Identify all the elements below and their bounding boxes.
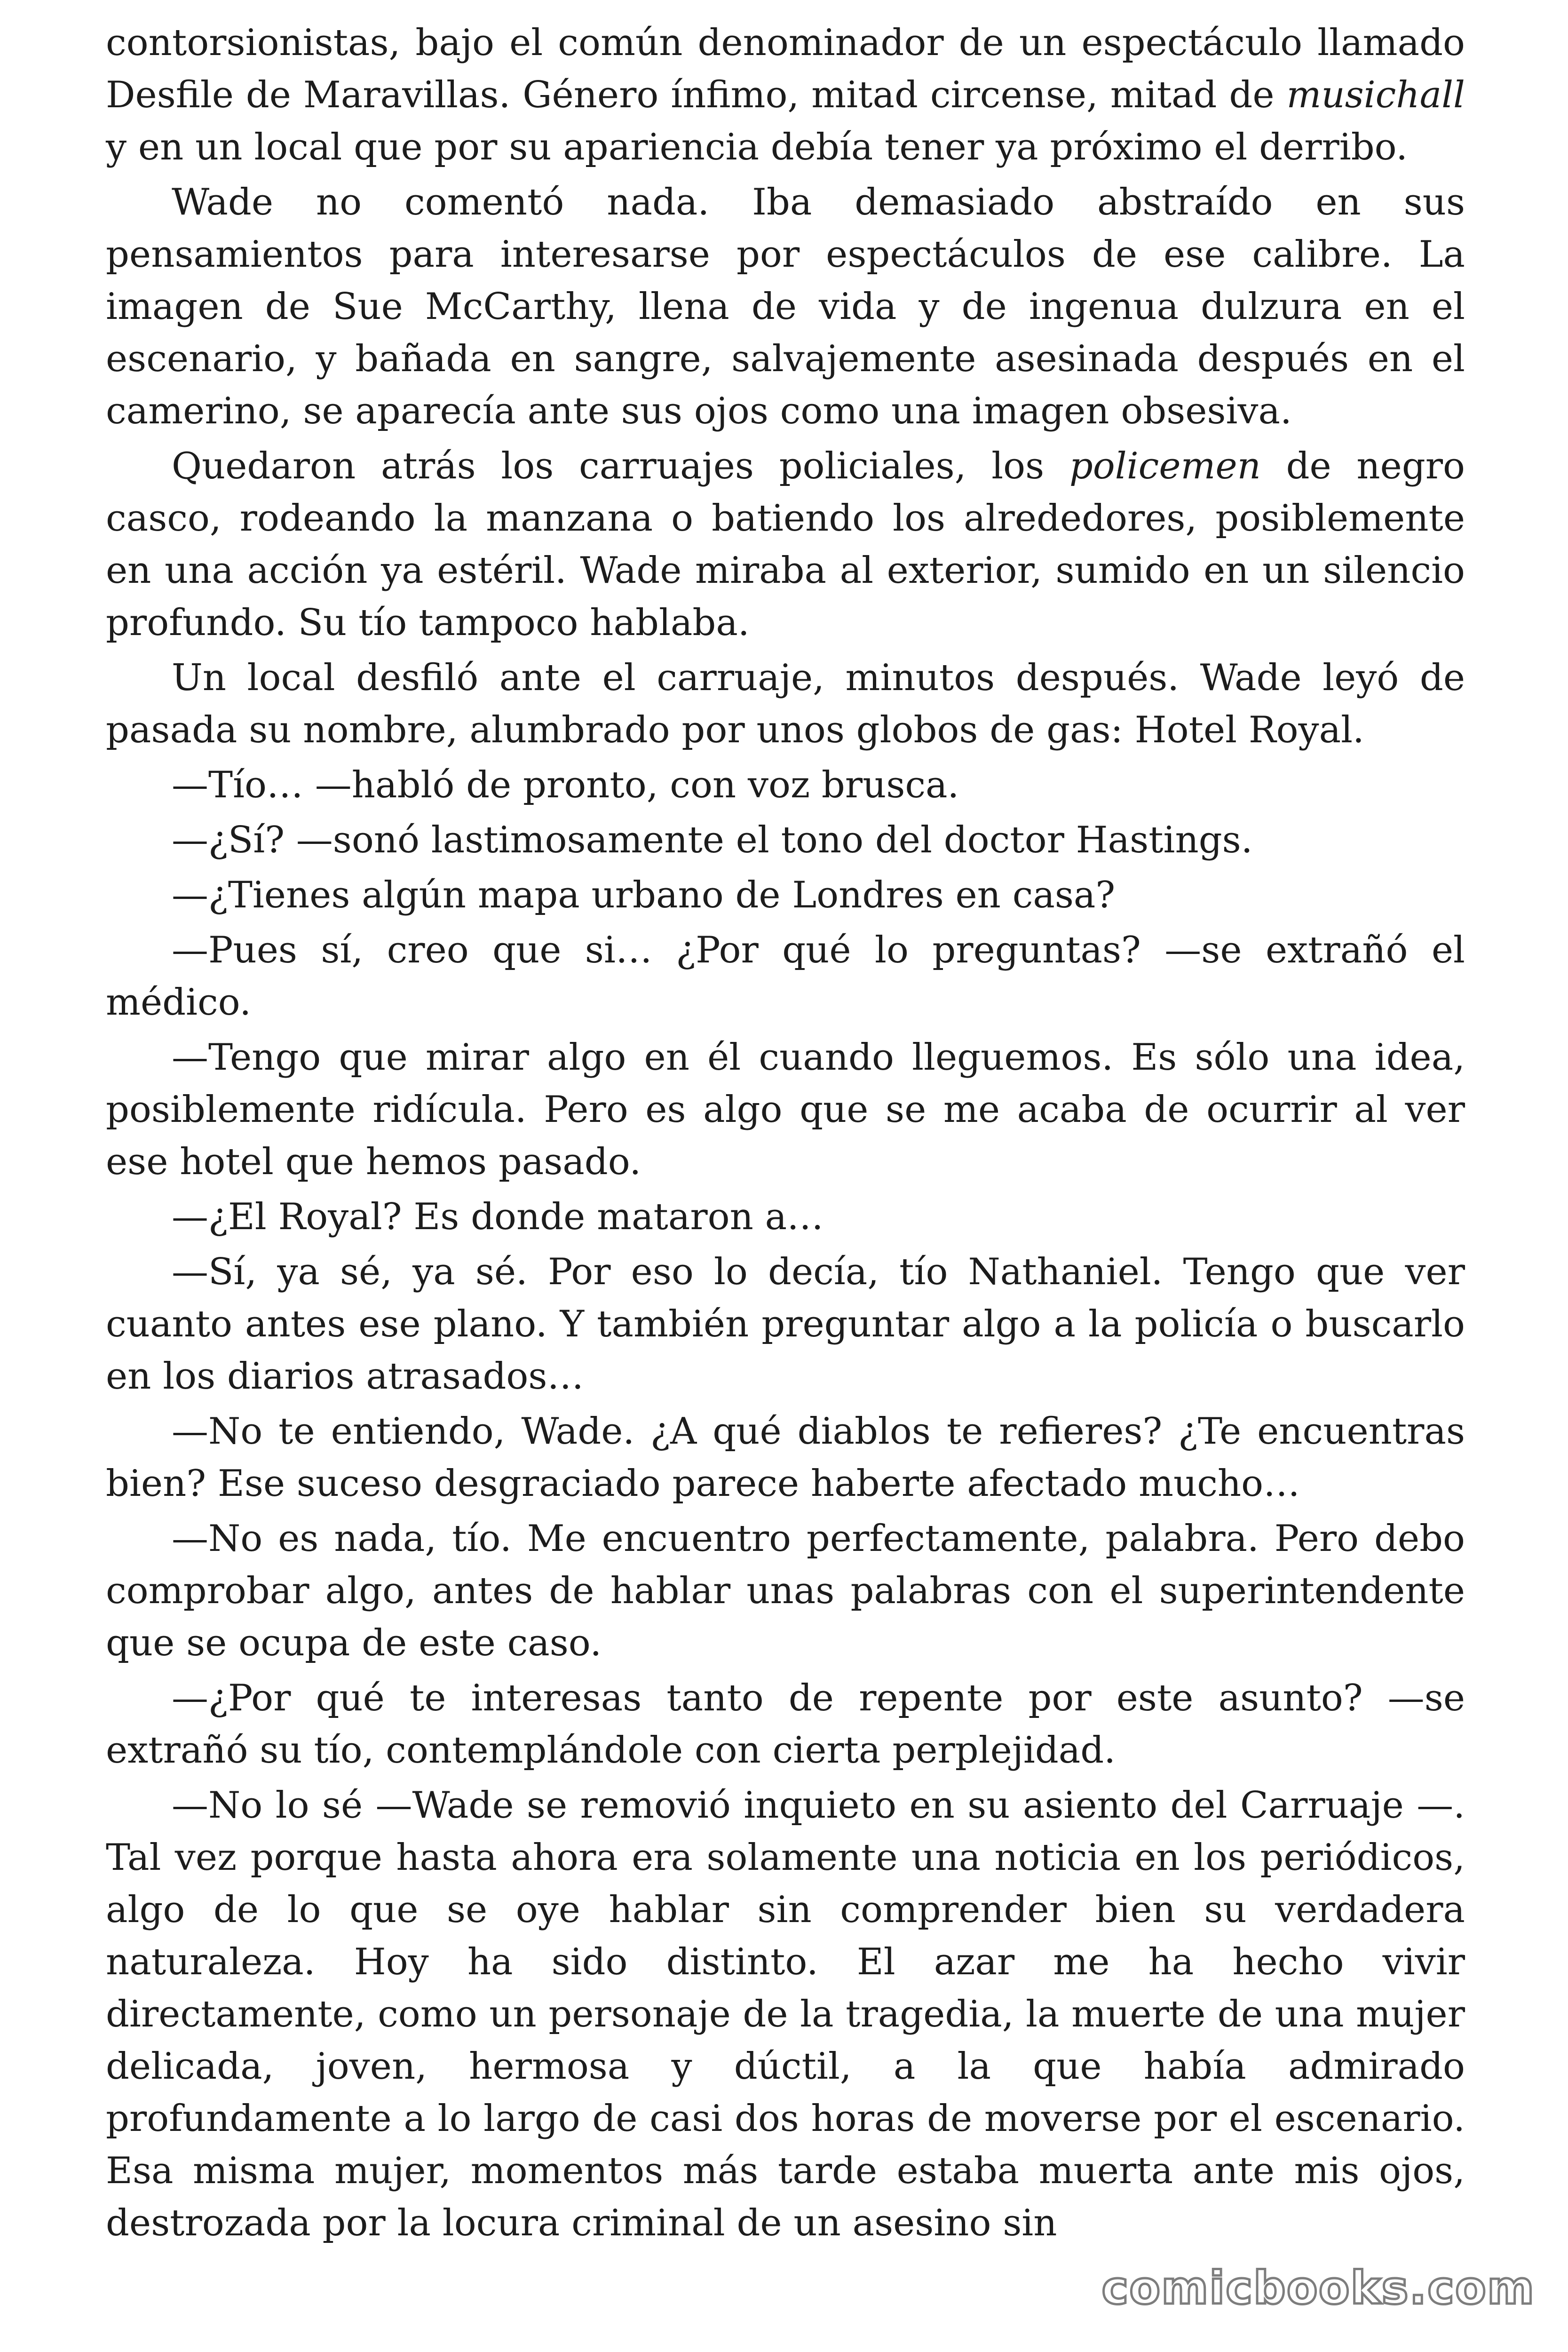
paragraph [106,1246,1465,1403]
paragraph [106,1672,1465,1777]
text-run: —¿Tienes algún mapa urbano de Londres en casa? [172,874,1116,916]
paragraph [106,1191,1465,1243]
text-run: Quedaron atrás los carruajes policiales, los [172,445,1069,487]
page-text [106,17,1465,2249]
italic-text: musichall [1286,74,1465,116]
italic-text: policemen [1069,445,1261,487]
paragraph [106,176,1465,437]
paragraph [106,869,1465,922]
text-run: de negro casco, rodeando la manzana o batiendo los alrededores, posiblemente en una acción ya estéril. Wade miraba al exterior, sumido en un silencio profundo. Su tío tampoco hablaba. [106,445,1465,644]
text-run: —¿El Royal? Es donde mataron a… [172,1196,824,1238]
text-run: —Tengo que mirar algo en él cuando lleguemos. Es sólo una idea, posiblemente ridícula. Pero es algo que se me acaba de ocurrir al ver ese hotel que hemos pasado. [106,1036,1465,1183]
paragraph [106,652,1465,756]
paragraph [106,814,1465,866]
paragraph [106,17,1465,174]
text-run: —¿Sí? —sonó lastimosamente el tono del doctor Hastings. [172,819,1253,861]
paragraph [106,1780,1465,2249]
watermark: comicbooks.com [1101,2262,1535,2314]
paragraph [106,1406,1465,1510]
text-run: —No es nada, tío. Me encuentro perfectamente, palabra. Pero debo comprobar algo, antes de hablar unas palabras con el superintendente que se ocupa de este caso. [106,1518,1465,1664]
paragraph [106,440,1465,649]
text-run: —Tío… —habló de pronto, con voz brusca. [172,764,959,806]
text-run: —¿Por qué te interesas tanto de repente por este asunto? —se extrañó su tío, contemplándole con cierta perplejidad. [106,1677,1465,1772]
paragraph [106,924,1465,1029]
paragraph [106,759,1465,811]
text-run: —Sí, ya sé, ya sé. Por eso lo decía, tío Nathaniel. Tengo que ver cuanto antes ese plano. Y también preguntar algo a la policía o buscarlo en los diarios atrasados… [106,1251,1465,1398]
paragraph [106,1032,1465,1188]
text-run: contorsionistas, bajo el común denominador de un espectáculo llamado Desfile de Maravillas. Género ínfimo, mitad circense, mitad de [106,22,1465,116]
text-run: Wade no comentó nada. Iba demasiado abstraído en sus pensamientos para interesarse por espectáculos de ese calibre. La imagen de Sue McCarthy, llena de vida y de ingenua dulzura en el escenario, y bañada en sangre, salvajemente asesinada después en el camerino, se aparecía ante sus ojos como una imagen obsesiva. [106,181,1465,432]
text-run: —No lo sé —Wade se removió inquieto en su asiento del Carruaje —. Tal vez porque hasta ahora era solamente una noticia en los periódicos, algo de lo que se oye hablar sin comprender bien su verdadera naturaleza. Hoy ha sido distinto. El azar me ha hecho vivir directamente, como un personaje de la tragedia, la muerte de una mujer delicada, joven, hermosa y dúctil, a la que había admirado profundamente a lo largo de casi dos horas de moverse por el escenario. Esa misma mujer, momentos más tarde estaba muerta ante mis ojos, destrozada por la locura criminal de un asesino sin [106,1784,1465,2244]
text-run: —Pues sí, creo que si… ¿Por qué lo preguntas? —se extrañó el médico. [106,929,1465,1024]
text-run: —No te entiendo, Wade. ¿A qué diablos te refieres? ¿Te encuentras bien? Ese suceso desgraciado parece haberte afectado mucho… [106,1410,1465,1505]
paragraph [106,1513,1465,1669]
text-run: Un local desfiló ante el carruaje, minutos después. Wade leyó de pasada su nombre, alumbrado por unos globos de gas: Hotel Royal. [106,657,1465,751]
text-run: y en un local que por su apariencia debía tener ya próximo el derribo. [106,126,1408,168]
